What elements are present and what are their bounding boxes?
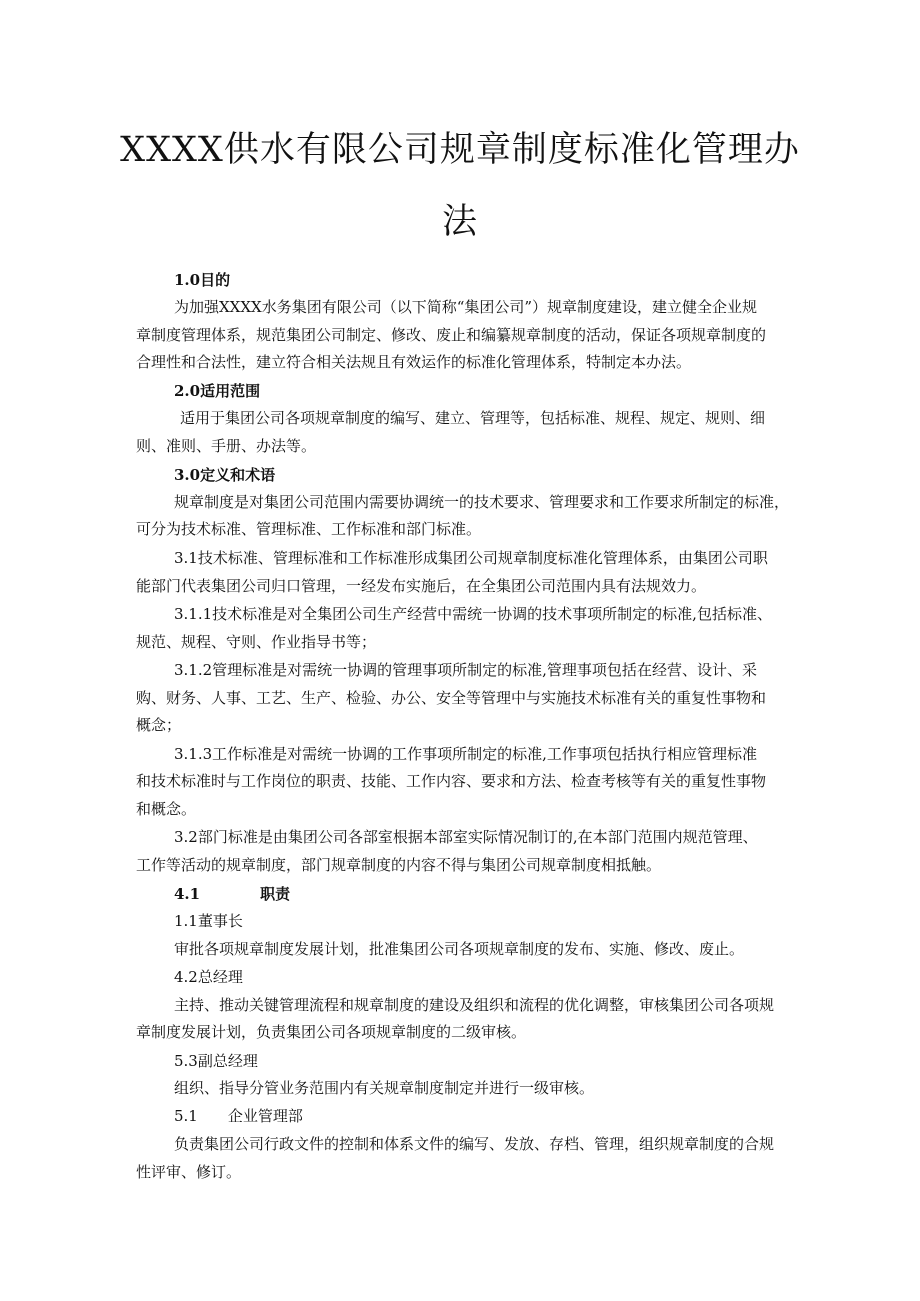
paragraph-line: 3.1.1技术标准是对全集团公司生产经营中需统一协调的技术事项所制定的标准,包括标准、: [174, 605, 772, 623]
paragraph-line: 性评审、修订。: [136, 1163, 242, 1181]
paragraph-line: 审批各项规章制度发展计划，批准集团公司各项规章制度的发布、实施、修改、废止。: [174, 940, 745, 958]
section-heading-purpose: 1.0目的: [174, 271, 231, 289]
section-title: 职责: [260, 885, 291, 903]
paragraph-line: 购、财务、人事、工艺、生产、检验、办公、安全等管理中与实施技术标准有关的重复性事物和: [136, 689, 767, 707]
paragraph-line: 合理性和合法性，建立符合相关法规且有效运作的标准化管理体系，特制定本办法。: [136, 353, 692, 371]
paragraph-line: 能部门代表集团公司归口管理，一经发布实施后，在全集团公司范围内具有法规效力。: [136, 577, 707, 595]
paragraph-line: 则、准则、手册、办法等。: [136, 437, 317, 455]
paragraph-line: 主持、推动关键管理流程和规章制度的建设及组织和流程的优化调整，审核集团公司各项规: [174, 996, 775, 1014]
paragraph-line: 适用于集团公司各项规章制度的编写、建立、管理等，包括标准、规程、规定、规则、细: [180, 409, 766, 427]
document-title-line-2: 法: [441, 202, 478, 242]
paragraph-line: 3.1技术标准、管理标准和工作标准形成集团公司规章制度标准化管理体系，由集团公司职: [174, 549, 768, 567]
paragraph-line: 概念；: [136, 716, 182, 734]
section-heading-scope: 2.0适用范围: [174, 382, 261, 400]
paragraph-line: 组织、指导分管业务范围内有关规章制度制定并进行一级审核。: [174, 1079, 595, 1097]
paragraph-line: 负责集团公司行政文件的控制和体系文件的编写、发放、存档、管理，组织规章制度的合规: [174, 1135, 775, 1153]
paragraph-line: 和概念。: [136, 800, 197, 818]
paragraph-line: 和技术标准时与工作岗位的职责、技能、工作内容、要求和方法、检查考核等有关的重复性事物: [136, 772, 767, 790]
subheading-chairman: 1.1董事长: [174, 912, 243, 930]
subheading-deputy-general-manager: 5.3副总经理: [174, 1052, 258, 1070]
paragraph-line: 可分为技术标准、管理标准、工作标准和部门标准。: [136, 520, 482, 538]
subheading-general-manager: 4.2总经理: [174, 968, 243, 986]
paragraph-line: 3.1.3工作标准是对需统一协调的工作事项所制定的标准,工作事项包括执行相应管理标准: [174, 745, 757, 763]
subheading-enterprise-management: [174, 1106, 796, 1126]
section-heading-responsibilities: [174, 884, 834, 904]
section-heading-definitions: 3.0定义和术语: [174, 466, 276, 484]
paragraph-line: 3.1.2管理标准是对需统一协调的管理事项所制定的标准,管理事项包括在经营、设计、采: [174, 661, 757, 679]
paragraph-line: 规章制度是对集团公司范围内需要协调统一的技术要求、管理要求和工作要求所制定的标准，: [174, 493, 790, 511]
paragraph-line: 3.2部门标准是由集团公司各部室根据本部室实际情况制订的,在本部门范围内规范管理、: [174, 828, 758, 846]
paragraph-line: 为加强XXXX水务集团有限公司（以下简称“集团公司”）规章制度建设，建立健全企业规: [174, 298, 758, 316]
paragraph-line: 章制度管理体系，规范集团公司制定、修改、废止和编纂规章制度的活动，保证各项规章制度的: [136, 326, 767, 344]
subheading-title: 企业管理部: [227, 1107, 303, 1125]
subheading-number: 5.1: [174, 1107, 198, 1125]
paragraph-line: 规范、规程、守则、作业指导书等；: [136, 633, 377, 651]
paragraph-line: 章制度发展计划，负责集团公司各项规章制度的二级审核。: [136, 1023, 527, 1041]
paragraph-line: 工作等活动的规章制度，部门规章制度的内容不得与集团公司规章制度相抵触。: [136, 856, 662, 874]
section-number: 4.1: [174, 885, 201, 903]
document-title-line-1: XXXX供水有限公司规章制度标准化管理办: [120, 130, 800, 170]
